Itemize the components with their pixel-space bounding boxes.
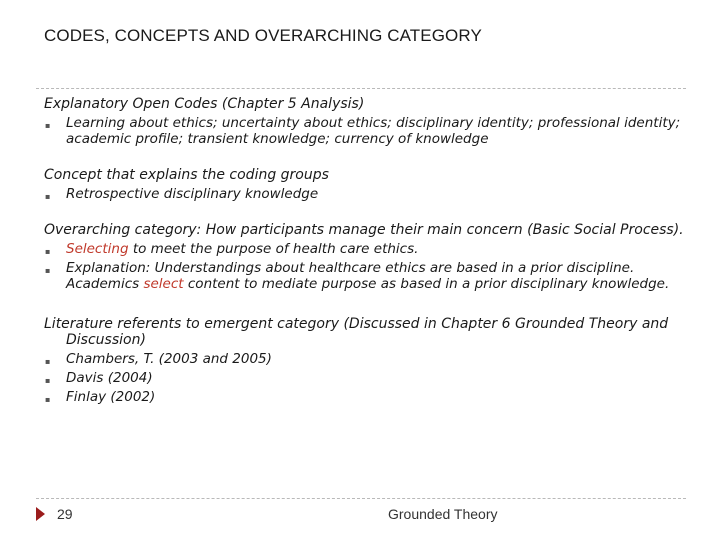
bullet-icon: ▪: [45, 247, 51, 256]
bullet-text: content to mediate purpose as based in a prior disciplinary knowledge.: [183, 276, 670, 292]
list-item: [44, 241, 684, 257]
bullet-text: Explanation: Understandings about healthcare ethics are based in a prior discipline. Academics: [66, 260, 635, 292]
section-concept: [44, 167, 684, 202]
bullet-text: Davis (2004): [66, 370, 153, 386]
list-item: [44, 115, 684, 147]
section-overarching-category: [44, 222, 684, 292]
slide-title: CODES, CONCEPTS AND OVERARCHING CATEGORY: [44, 26, 482, 45]
bullet-icon: ▪: [45, 357, 51, 366]
page-number: 29: [57, 506, 73, 522]
bullet-icon: ▪: [45, 395, 51, 404]
bullet-list: [44, 241, 684, 292]
bullet-text: Chambers, T. (2003 and 2005): [66, 351, 272, 367]
bullet-text: Retrospective disciplinary knowledge: [66, 186, 319, 202]
slide-content: [44, 96, 684, 405]
bullet-list: [44, 351, 684, 405]
bullet-text: Finlay (2002): [66, 389, 156, 405]
bullet-icon: ▪: [45, 266, 51, 275]
list-item: [44, 370, 684, 386]
bottom-divider: [36, 498, 686, 499]
play-arrow-icon: [36, 507, 45, 521]
bullet-list: [44, 115, 684, 147]
list-item: [44, 351, 684, 367]
section-heading: Concept that explains the coding groups: [44, 167, 329, 183]
highlight-text: select: [143, 276, 184, 292]
bullet-list: [44, 186, 684, 202]
bullet-icon: ▪: [45, 192, 51, 201]
list-item: [44, 389, 684, 405]
highlight-text: Selecting: [66, 241, 129, 257]
bullet-icon: ▪: [45, 376, 51, 385]
list-item: [44, 186, 684, 202]
bullet-icon: ▪: [45, 121, 51, 130]
section-heading: Literature referents to emergent category (Discussed in Chapter 6 Grounded Theory and Discussion): [44, 316, 669, 348]
top-divider: [36, 88, 686, 89]
list-item: [44, 260, 684, 292]
section-literature: [44, 316, 684, 405]
footer-title: Grounded Theory: [388, 506, 498, 522]
section-open-codes: [44, 96, 684, 147]
section-heading: Overarching category: How participants manage their main concern (Basic Social Process).: [44, 222, 684, 238]
bullet-text: Learning about ethics; uncertainty about ethics; disciplinary identity; professional identity; academic profile; transient knowledge; currency of knowledge: [66, 115, 681, 147]
bullet-text: to meet the purpose of health care ethics.: [128, 241, 419, 257]
section-heading: Explanatory Open Codes (Chapter 5 Analysis): [44, 96, 365, 112]
